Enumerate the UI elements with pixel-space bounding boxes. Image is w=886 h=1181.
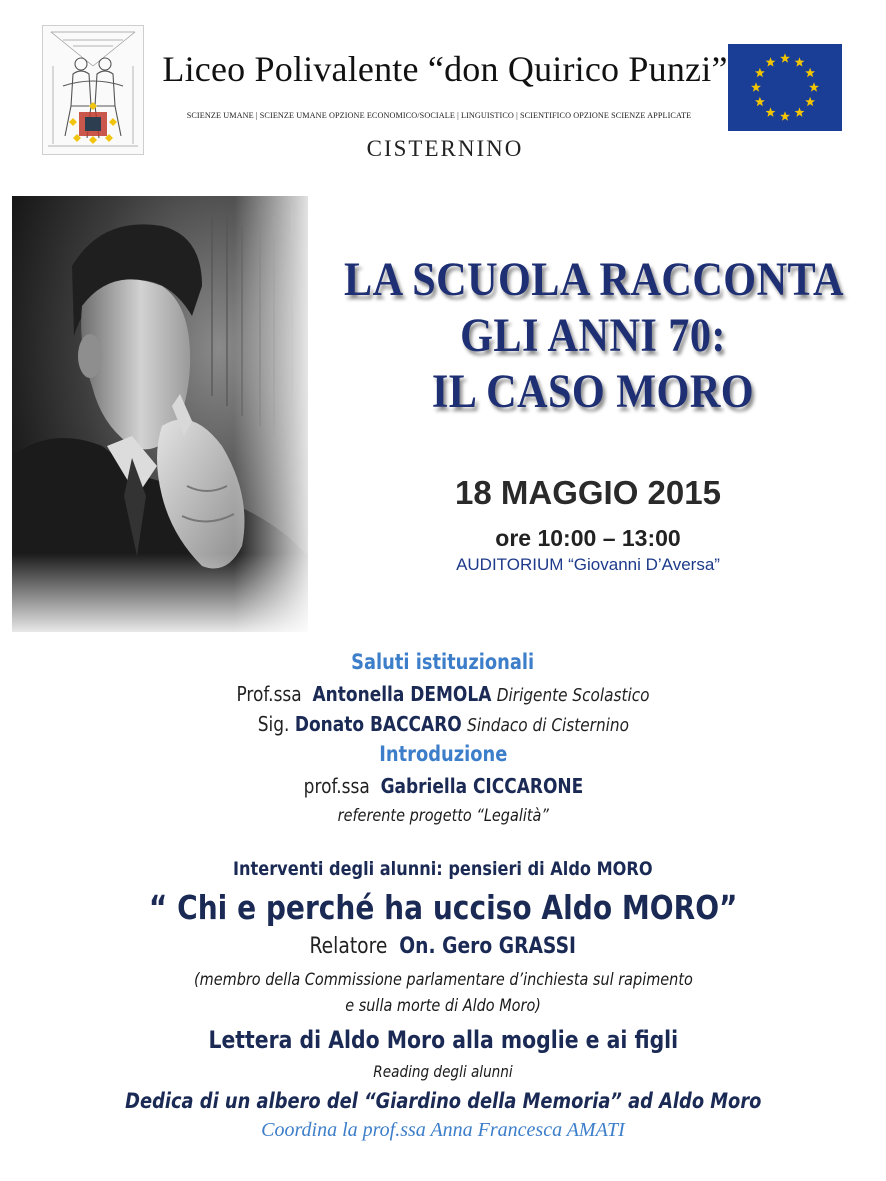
- saluto-1-name: Antonella DEMOLA: [312, 682, 492, 706]
- intro-heading-text: Introduzione: [378, 742, 508, 766]
- relatore-label: Relatore: [309, 934, 388, 959]
- headline-line-2: GLI ANNI 70:: [460, 309, 726, 362]
- headline-line-1: LA SCUOLA RACCONTA: [343, 253, 844, 306]
- commissione-line-2: e sulla morte di Aldo Moro): [345, 996, 541, 1016]
- saluto-2-title: Sig.: [257, 712, 290, 736]
- intro-role: referente progetto “Legalità”: [337, 806, 549, 826]
- coordina-text: Coordina la prof.ssa Anna Francesca AMATI: [261, 1119, 625, 1141]
- saluto-1-role: Dirigente Scolastico: [496, 685, 650, 706]
- saluti-heading: [0, 650, 886, 674]
- reading-row: [0, 1062, 886, 1081]
- event-venue: AUDITORIUM “Giovanni D’Aversa”: [456, 555, 720, 574]
- lettera-title: Lettera di Aldo Moro alla moglie e ai figli: [208, 1026, 678, 1054]
- intro-role-row: [0, 806, 886, 826]
- portrait-photo: [12, 196, 308, 632]
- reading-text: Reading degli alunni: [373, 1062, 513, 1081]
- intro-heading: [0, 742, 886, 766]
- saluti-heading-text: Saluti istituzionali: [351, 650, 535, 674]
- headline-line-3: IL CASO MORO: [431, 365, 755, 418]
- eu-flag-icon: [728, 44, 842, 131]
- commissione-line-2-row: [0, 996, 886, 1016]
- intro-title: prof.ssa: [303, 774, 370, 798]
- school-name: Liceo Polivalente “don Quirico Punzi”: [162, 49, 728, 89]
- dedica-text: Dedica di un albero del “Giardino della Memoria” ad Aldo Moro: [124, 1089, 762, 1113]
- intro-row: [0, 774, 886, 798]
- main-title: “ Chi e perché ha ucciso Aldo MORO”: [148, 888, 738, 927]
- school-courses: SCIENZE UMANE | SCIENZE UMANE OPZIONE ECONOMICO/SOCIALE | LINGUISTICO | SCIENTIFICO OPZIONE SCIENZE APPLICATE: [186, 111, 692, 120]
- saluto-1-title: Prof.ssa: [236, 682, 302, 706]
- commissione-line-1-row: [0, 970, 886, 990]
- lettera-row: [0, 1026, 886, 1054]
- intro-name: Gabriella CICCARONE: [380, 774, 583, 798]
- commissione-line-1: (membro della Commissione parlamentare d’inchiesta sul rapimento: [193, 970, 693, 990]
- relatore-row: [0, 934, 886, 959]
- main-title-row: [0, 888, 886, 927]
- relatore-name: On. Gero GRASSI: [399, 934, 577, 959]
- school-crest-icon: [42, 25, 144, 155]
- saluto-row-2: [0, 712, 886, 736]
- school-city: CISTERNINO: [366, 136, 524, 161]
- coordina-row: [0, 1119, 886, 1142]
- interventi-text: Interventi degli alunni: pensieri di Aldo MORO: [233, 858, 653, 880]
- interventi-row: [0, 858, 886, 880]
- saluto-2-name: Donato BACCARO: [294, 712, 462, 736]
- saluto-2-role: Sindaco di Cisternino: [466, 715, 629, 736]
- saluto-row-1: [0, 682, 886, 706]
- event-time: ore 10:00 – 13:00: [495, 525, 681, 551]
- dedica-row: [0, 1089, 886, 1113]
- event-date: 18 MAGGIO 2015: [455, 474, 721, 511]
